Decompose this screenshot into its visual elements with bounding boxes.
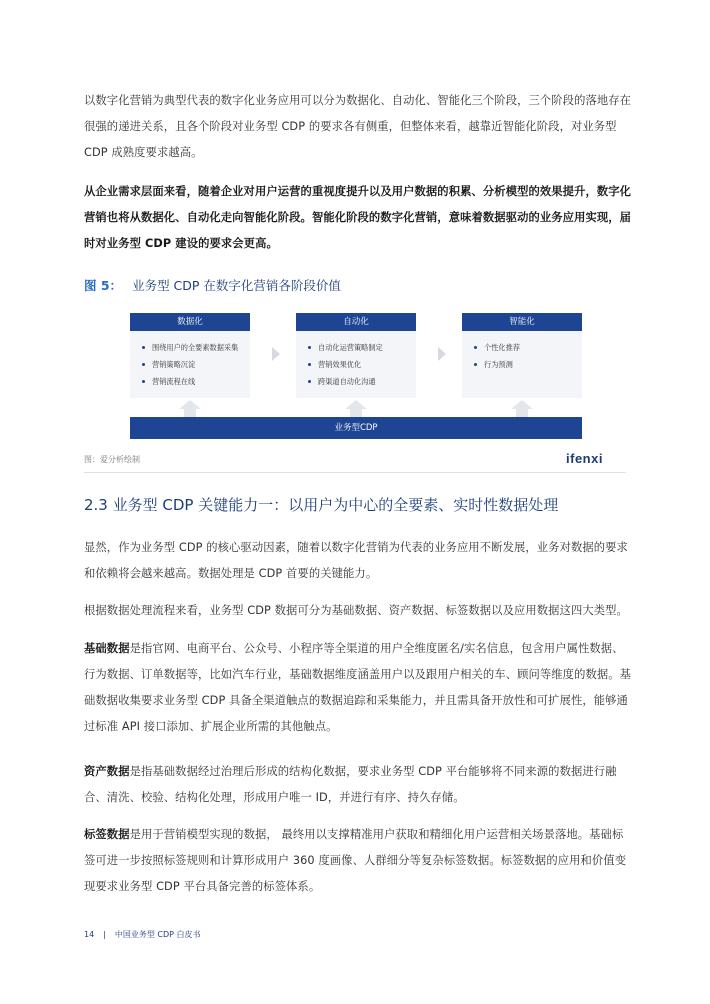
- figure-title-text: 业务型 CDP 在数字化营销各阶段价值: [132, 278, 341, 293]
- basic-data-term: 基础数据: [84, 642, 130, 655]
- figure-title: [84, 276, 341, 294]
- stage-item: 营销流程在线: [142, 373, 250, 390]
- stage-header: 智能化: [462, 313, 582, 331]
- stage-item: 自动化运营策略制定: [308, 339, 416, 356]
- chevron-right-icon: [272, 347, 280, 361]
- asset-data-paragraph: [84, 759, 632, 811]
- stage-item: 营销策略沉淀: [142, 356, 250, 373]
- tag-data-paragraph: [84, 822, 632, 900]
- page-footer: [84, 929, 201, 940]
- footer-separator: |: [103, 930, 106, 939]
- section-paragraph-2: 根据数据处理流程来看，业务型 CDP 数据可分为基础数据、资产数据、标签数据以及应用数据这四大类型。: [84, 604, 628, 617]
- section-paragraph-1: 显然，作为业务型 CDP 的核心驱动因素，随着以数字化营销为代表的业务应用不断发展，业务对数据的要求和依赖将会越来越高。数据处理是 CDP 首要的关键能力。: [84, 541, 628, 580]
- tag-data-text: 是用于营销模型实现的数据， 最终用以支撑精准用户获取和精细化用户运营相关场景落地。基础标签可进一步按照标签规则和计算形成用户 360 度画像、人群细分等复杂标签数据。标签数据的应用和价值变现要求业务型 CDP 平台具备完善的标签体系。: [84, 828, 627, 893]
- section-title: 2.3 业务型 CDP 关键能力一：以用户为中心的全要素、实时性数据处理: [84, 496, 559, 514]
- stage-item: 营销效果优化: [308, 356, 416, 373]
- intro-paragraph-1: 以数字化营销为典型代表的数字化业务应用可以分为数据化、自动化、智能化三个阶段，三个阶段的落地存在很强的递进关系，且各个阶段对业务型 CDP 的要求各有侧重，但整体来看，越靠近智能化阶段，对业务型 CDP 成熟度要求越高。: [84, 94, 632, 159]
- stage-item: 行为预测: [474, 356, 582, 373]
- cdp-base-bar: 业务型CDP: [130, 417, 582, 439]
- basic-data-text: 是指官网、电商平台、公众号、小程序等全渠道的用户全维度匿名/实名信息，包含用户属性数据、行为数据、订单数据等，比如汽车行业，基础数据维度涵盖用户以及跟用户相关的车、顾问等维度的数据。基础数据收集要求业务型 CDP 具备全渠道触点的数据追踪和采集能力，并且需具备开放性和可扩展性，能够通过标准 API 接口添加、扩展企业所需的其他触点。: [84, 642, 632, 733]
- figure-source: 图：爱分析绘制: [84, 455, 140, 464]
- stage-data: [130, 313, 250, 398]
- tag-data-term: 标签数据: [84, 828, 130, 841]
- stage-item: 围绕用户的全要素数据采集: [142, 339, 250, 356]
- chevron-right-icon: [438, 347, 446, 361]
- document-title: 中国业务型 CDP 白皮书: [114, 930, 201, 939]
- divider: [84, 472, 626, 473]
- stage-header: 数据化: [130, 313, 250, 331]
- page-number: 14: [84, 930, 95, 939]
- stage-item: 个性化推荐: [474, 339, 582, 356]
- stage-automation: [296, 313, 416, 398]
- stage-header: 自动化: [296, 313, 416, 331]
- stage-diagram: [130, 313, 582, 439]
- asset-data-term: 资产数据: [84, 765, 130, 778]
- intro-paragraph-2: 从企业需求层面来看，随着企业对用户运营的重视度提升以及用户数据的积累、分析模型的效果提升，数字化营销也将从数据化、自动化走向智能化阶段。智能化阶段的数字化营销，意味着数据驱动的业务应用实现，届时对业务型 CDP 建设的要求会更高。: [84, 185, 632, 250]
- stage-intelligence: [462, 313, 582, 398]
- ifenxi-logo: ifenxi: [566, 451, 603, 466]
- asset-data-text: 是指基础数据经过治理后形成的结构化数据，要求业务型 CDP 平台能够将不同来源的数据进行融合、清洗、校验、结构化处理，形成用户唯一 ID，并进行有序、持久存储。: [84, 765, 617, 804]
- stage-item: 跨渠道自动化沟通: [308, 373, 416, 390]
- figure-number: 图 5：: [84, 278, 123, 293]
- basic-data-paragraph: [84, 636, 632, 740]
